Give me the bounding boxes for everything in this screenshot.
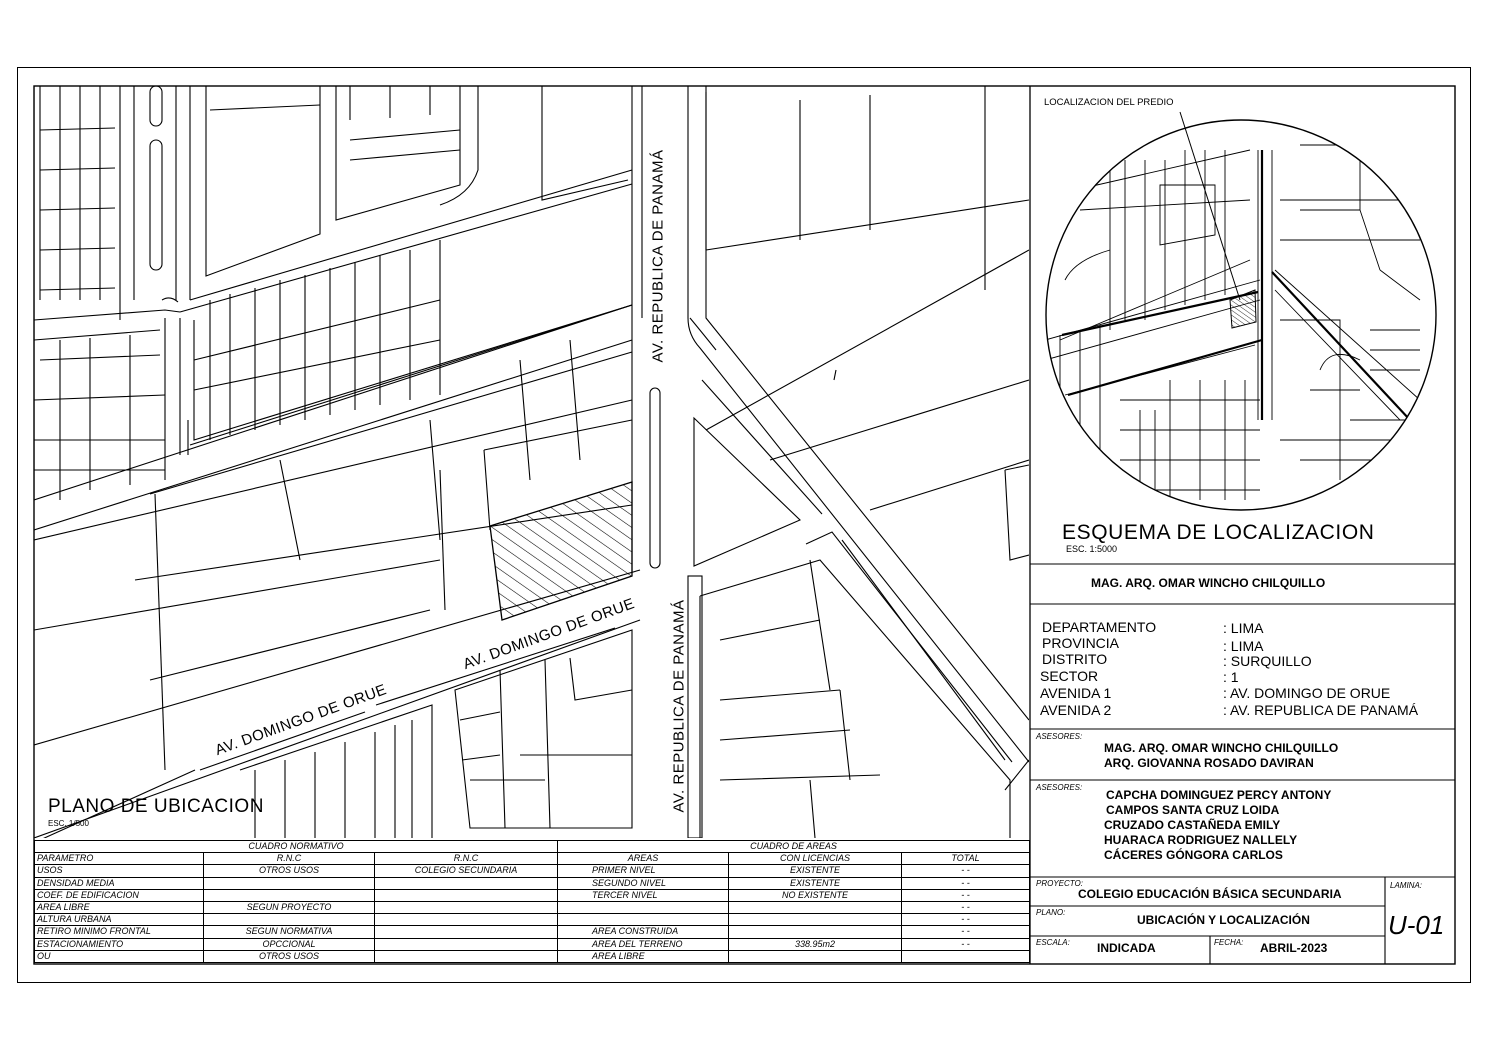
date-label: FECHA: bbox=[1214, 938, 1244, 947]
location-value-avenida-1: : AV. DOMINGO DE ORUE bbox=[1223, 685, 1391, 701]
location-label-avenida-2: AVENIDA 2 bbox=[1040, 702, 1112, 718]
student-5: CÁCERES GÓNGORA CARLOS bbox=[1104, 848, 1283, 862]
location-label-departamento: DEPARTAMENTO bbox=[1042, 619, 1157, 635]
table-cell bbox=[375, 889, 558, 901]
table-cell: ESTACIONAMIENTO bbox=[35, 938, 204, 950]
advisors-label: ASESORES: bbox=[1036, 732, 1083, 741]
header-total: TOTAL bbox=[902, 853, 1030, 865]
location-label-sector: SECTOR bbox=[1040, 668, 1099, 684]
location-scheme-title: ESQUEMA DE LOCALIZACION bbox=[1062, 521, 1375, 544]
table-cell: - - bbox=[902, 889, 1030, 901]
students-label: ASESORES: bbox=[1036, 783, 1083, 792]
table-cell: NO EXISTENTE bbox=[729, 889, 902, 901]
table-cell: OU bbox=[35, 950, 204, 962]
table-cell bbox=[375, 938, 558, 950]
table-cell bbox=[558, 901, 729, 913]
table-cell bbox=[375, 926, 558, 938]
student-3: CRUZADO CASTAÑEDA EMILY bbox=[1104, 818, 1281, 832]
project-label: PROYECTO: bbox=[1036, 879, 1083, 888]
student-2: CAMPOS SANTA CRUZ LOIDA bbox=[1106, 803, 1280, 817]
date-value: ABRIL-2023 bbox=[1260, 941, 1328, 955]
table-row bbox=[558, 877, 1030, 889]
table-cell bbox=[204, 877, 375, 889]
predio-hatched-plot bbox=[490, 482, 632, 620]
table-row bbox=[35, 877, 558, 889]
cuadro-normativo-title: CUADRO NORMATIVO bbox=[35, 841, 558, 853]
table-cell: - - bbox=[902, 901, 1030, 913]
author-name: MAG. ARQ. OMAR WINCHO CHILQUILLO bbox=[1091, 576, 1326, 590]
table-row bbox=[558, 889, 1030, 901]
location-circle-map bbox=[1045, 112, 1436, 510]
header-areas: AREAS bbox=[558, 853, 729, 865]
map-title: PLANO DE UBICACION bbox=[48, 796, 264, 817]
table-cell: ALTURA URBANA bbox=[35, 914, 204, 926]
table-cell bbox=[729, 950, 902, 962]
table-cell bbox=[375, 914, 558, 926]
header-rnc-2: R.N.C bbox=[375, 853, 558, 865]
table-cell bbox=[729, 914, 902, 926]
sheet-number: U-01 bbox=[1388, 910, 1445, 940]
table-cell: RETIRO MINIMO FRONTAL bbox=[35, 926, 204, 938]
table-row bbox=[35, 901, 558, 913]
location-value-sector: : 1 bbox=[1223, 669, 1239, 685]
scale-label: ESCALA: bbox=[1036, 938, 1070, 947]
advisor-2: ARQ. GIOVANNA ROSADO DAVIRAN bbox=[1104, 756, 1314, 770]
street-label-av-orue-upper: AV. DOMINGO DE ORUE bbox=[460, 595, 638, 673]
project-name: COLEGIO EDUCACIÓN BÁSICA SECUNDARIA bbox=[1078, 887, 1342, 901]
table-cell bbox=[558, 914, 729, 926]
table-row bbox=[558, 914, 1030, 926]
table-cell bbox=[729, 926, 902, 938]
table-row bbox=[35, 889, 558, 901]
table-row bbox=[35, 865, 558, 877]
table-cell bbox=[375, 877, 558, 889]
street-label-av-orue-lower: AV. DOMINGO DE ORUE bbox=[212, 681, 390, 759]
table-cell bbox=[204, 914, 375, 926]
header-rnc-1: R.N.C bbox=[204, 853, 375, 865]
table-cell: - - bbox=[902, 938, 1030, 950]
table-row bbox=[558, 950, 1030, 962]
student-1: CAPCHA DOMINGUEZ PERCY ANTONY bbox=[1106, 788, 1332, 802]
location-label-provincia: PROVINCIA bbox=[1042, 635, 1120, 651]
table-cell bbox=[729, 901, 902, 913]
location-label: LOCALIZACION DEL PREDIO bbox=[1044, 97, 1174, 108]
table-cell bbox=[375, 950, 558, 962]
plan-name: UBICACIÓN Y LOCALIZACIÓN bbox=[1137, 913, 1310, 927]
map-scale: ESC. 1/500 bbox=[48, 819, 89, 828]
cuadro-areas-table bbox=[557, 840, 1030, 963]
location-value-departamento: : LIMA bbox=[1223, 620, 1264, 636]
table-cell: AREA CONSTRUIDA bbox=[558, 926, 729, 938]
table-cell: OPCCIONAL bbox=[204, 938, 375, 950]
header-parametro: PARAMETRO bbox=[35, 853, 204, 865]
table-cell bbox=[902, 950, 1030, 962]
table-cell: USOS bbox=[35, 865, 204, 877]
table-cell: EXISTENTE bbox=[729, 865, 902, 877]
header-con-licencias: CON LICENCIAS bbox=[729, 853, 902, 865]
table-cell: EXISTENTE bbox=[729, 877, 902, 889]
table-cell: - - bbox=[902, 877, 1030, 889]
student-4: HUARACA RODRIGUEZ NALLELY bbox=[1104, 833, 1298, 847]
table-row bbox=[35, 914, 558, 926]
table-cell: COEF. DE EDIFICACION bbox=[35, 889, 204, 901]
street-map bbox=[34, 86, 1029, 840]
scale-value: INDICADA bbox=[1097, 941, 1156, 955]
table-cell: - - bbox=[902, 926, 1030, 938]
location-scheme-scale: ESC. 1:5000 bbox=[1066, 544, 1118, 554]
table-row bbox=[558, 926, 1030, 938]
location-value-avenida-2: : AV. REPUBLICA DE PANAMÁ bbox=[1223, 702, 1419, 718]
location-label-avenida-1: AVENIDA 1 bbox=[1040, 685, 1112, 701]
table-cell: SEGUNDO NIVEL bbox=[558, 877, 729, 889]
street-label-av-panama-lower: AV. REPUBLICA DE PANAMÁ bbox=[670, 599, 688, 813]
table-cell: AREA LIBRE bbox=[35, 901, 204, 913]
table-row bbox=[35, 950, 558, 962]
table-cell: TERCER NIVEL bbox=[558, 889, 729, 901]
table-cell: SEGUN PROYECTO bbox=[204, 901, 375, 913]
location-value-provincia: : LIMA bbox=[1223, 638, 1264, 654]
table-cell: SEGUN NORMATIVA bbox=[204, 926, 375, 938]
table-row bbox=[35, 926, 558, 938]
table-row bbox=[558, 901, 1030, 913]
table-row bbox=[35, 938, 558, 950]
table-cell bbox=[204, 889, 375, 901]
table-row bbox=[558, 865, 1030, 877]
location-label-distrito: DISTRITO bbox=[1042, 651, 1108, 667]
table-cell: COLEGIO SECUNDARIA bbox=[375, 865, 558, 877]
location-value-distrito: : SURQUILLO bbox=[1223, 653, 1312, 669]
table-row bbox=[558, 938, 1030, 950]
advisor-1: MAG. ARQ. OMAR WINCHO CHILQUILLO bbox=[1104, 741, 1339, 755]
table-cell: - - bbox=[902, 865, 1030, 877]
table-cell: AREA DEL TERRENO bbox=[558, 938, 729, 950]
table-cell: DENSIDAD MEDIA bbox=[35, 877, 204, 889]
cuadro-areas-title: CUADRO DE AREAS bbox=[558, 841, 1030, 853]
cuadro-normativo-table bbox=[34, 840, 558, 963]
sheet-label: LAMINA: bbox=[1390, 881, 1423, 890]
table-cell: OTROS USOS bbox=[204, 950, 375, 962]
table-cell: 338.95m2 bbox=[729, 938, 902, 950]
table-cell: - - bbox=[902, 914, 1030, 926]
table-cell bbox=[375, 901, 558, 913]
table-cell: OTROS USOS bbox=[204, 865, 375, 877]
plan-label: PLANO: bbox=[1036, 908, 1066, 917]
street-label-av-panama-upper: AV. REPUBLICA DE PANAMÁ bbox=[649, 149, 667, 363]
table-cell: PRIMER NIVEL bbox=[558, 865, 729, 877]
table-cell: AREA LIBRE bbox=[558, 950, 729, 962]
